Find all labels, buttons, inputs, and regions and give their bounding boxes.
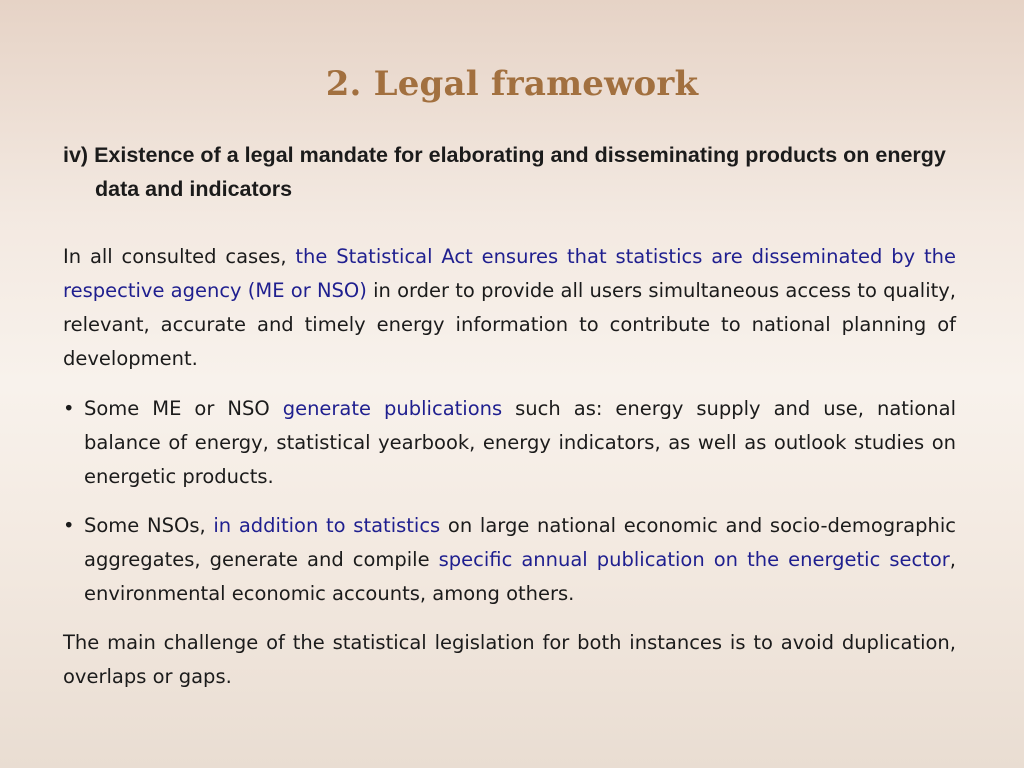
bullet-dot-icon: •	[63, 397, 75, 420]
bullet2-text-1: Some NSOs,	[84, 514, 214, 537]
intro-highlight: the Statistical Act ensures that statistics are disseminated by the respective agency (ME or NSO)	[63, 245, 957, 302]
bullet-dot-icon: •	[63, 514, 75, 537]
closing-paragraph: The main challenge of the statistical legislation for both instances is to avoid duplication, overlaps or gaps.	[63, 631, 956, 688]
bullet1-highlight: generate publications	[282, 397, 503, 420]
intro-text-2: in order to provide all users simultaneous access to quality, relevant, accurate and timely energy information to contribute to national planning of development.	[63, 279, 957, 370]
bullet2-highlight-1: in addition to statistics	[213, 514, 441, 537]
section-subheading: iv) Existence of a legal mandate for elaborating and disseminating products on energy data and indicators	[63, 143, 946, 201]
slide-content	[63, 240, 956, 710]
bullet2-text-2: on large national economic and socio-demographic aggregates, generate and compile	[84, 514, 956, 571]
slide-title: 2. Legal framework	[325, 64, 699, 104]
bullet2-text-3: , environmental economic accounts, among others.	[84, 548, 956, 605]
bullet1-text-1: Some ME or NSO	[84, 397, 283, 420]
bullet1-text-2: such as: energy supply and use, national balance of energy, statistical yearbook, energy indicators, as well as outlook studies on energetic products.	[84, 397, 956, 488]
intro-text-1: In all consulted cases,	[63, 245, 296, 268]
bullet2-highlight-2: specific annual publication on the energetic sector	[438, 548, 950, 571]
intro-paragraph	[63, 240, 956, 376]
bullet-item-publications	[63, 392, 956, 494]
bullet-item-nsos	[63, 509, 956, 611]
